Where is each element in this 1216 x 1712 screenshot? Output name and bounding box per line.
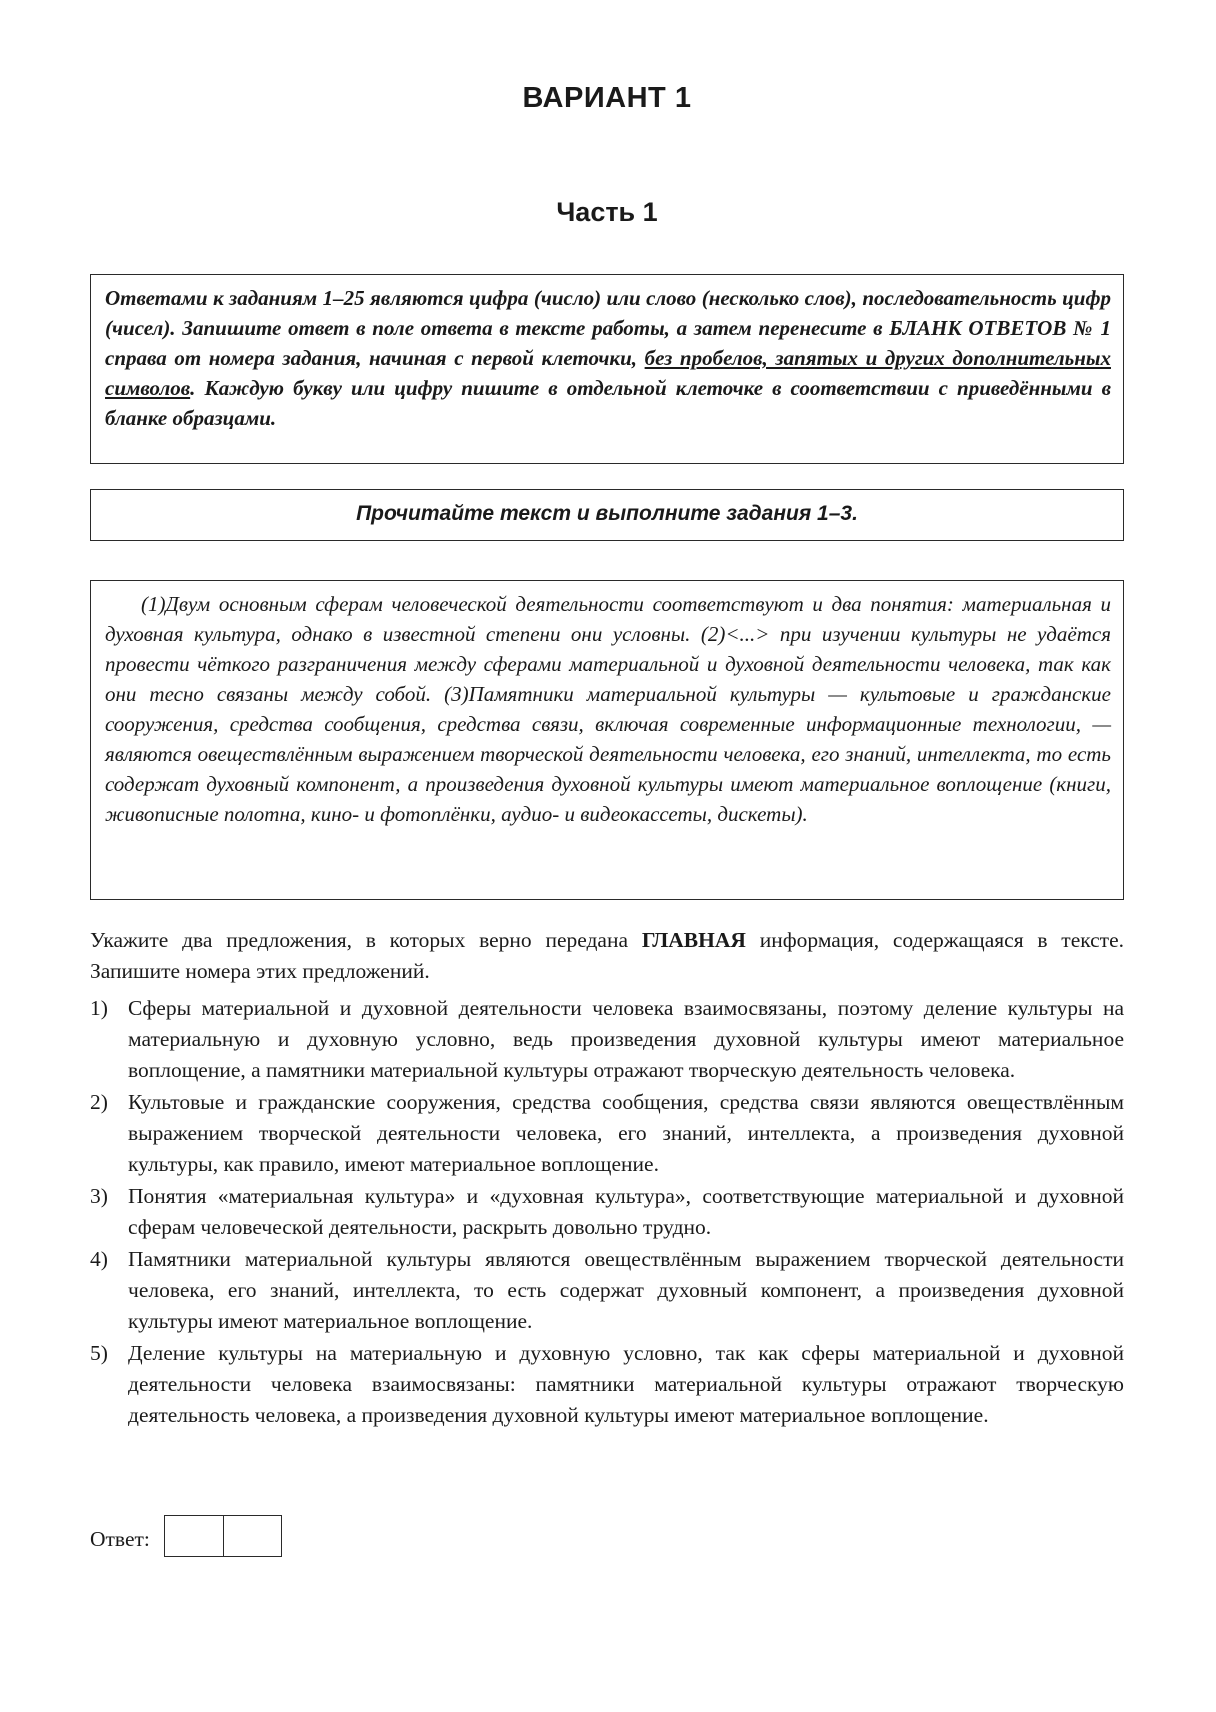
question-bold-word: ГЛАВНАЯ <box>641 928 746 952</box>
option-number: 2) <box>90 1090 108 1114</box>
answer-option <box>90 1338 1124 1431</box>
instructions-text-end: . Каждую букву или цифру пишите в отдельной клеточке в соответствии с приведёнными в бланке образцами. <box>105 376 1111 430</box>
option-number: 4) <box>90 1247 108 1271</box>
answer-label: Ответ: <box>90 1526 150 1551</box>
question-text-start: Укажите два предложения, в которых верно передана <box>90 928 642 952</box>
option-number: 1) <box>90 996 108 1020</box>
instructions-box <box>90 274 1124 464</box>
task-header: Прочитайте текст и выполните задания 1–3. <box>90 489 1124 541</box>
answer-option <box>90 1244 1124 1337</box>
answer-cells <box>164 1515 282 1557</box>
option-number: 3) <box>90 1184 108 1208</box>
part-title: Часть 1 <box>556 197 658 227</box>
option-text: Культовые и гражданские сооружения, средства сообщения, средства связи являются овеществлённым выражением творческой деятельности человека, его знаний, интеллекта, а произведения духовной культуры, как правило, имеют материальное воплощение. <box>128 1090 1124 1176</box>
answer-row <box>90 1514 282 1558</box>
option-text: Понятия «материальная культура» и «духовная культура», соответствующие материальной и духовной сферам человеческой деятельности, раскрыть довольно трудно. <box>128 1184 1124 1239</box>
instructions-text: Ответами к заданиям 1–25 являются цифра (число) или слово (несколько слов), последовательность цифр (чисел). Запишите ответ в поле ответа в тексте работы, а затем перенесите в БЛАНК ОТВЕТОВ № 1 справа от номера задания, начиная с первой клеточки, <box>105 286 1111 370</box>
answer-options-list <box>90 993 1124 1432</box>
instructions-underlined-text: без пробелов, запятых и других дополнительных символов <box>105 346 1111 400</box>
answer-cell-1[interactable] <box>165 1516 223 1556</box>
answer-option <box>90 1181 1124 1243</box>
question-text-end: информация, содержащаяся в тексте. Запишите номера этих предложений. <box>90 928 1124 983</box>
variant-title: ВАРИАНТ 1 <box>522 82 692 114</box>
question-text <box>90 925 1124 987</box>
option-text: Памятники материальной культуры являются овеществлённым выражением творческой деятельности человека, его знаний, интеллекта, то есть содержат духовный компонент, а произведения духовной культуры имеют материальное воплощение. <box>128 1247 1124 1333</box>
option-text: Деление культуры на материальную и духовную условно, так как сферы материальной и духовной деятельности человека взаимосвязаны: памятники материальной культуры отражают творческую деятельность человека, а произведения духовной культуры имеют материальное воплощение. <box>128 1341 1124 1427</box>
answer-cell-2[interactable] <box>223 1516 281 1556</box>
answer-option <box>90 993 1124 1086</box>
option-text: Сферы материальной и духовной деятельности человека взаимосвязаны, поэтому деление культуры на материальную и духовную условно, ведь произведения духовной культуры имеют материальное воплощение, а памятники материальной культуры отражают творческую деятельность человека. <box>128 996 1124 1082</box>
answer-option <box>90 1087 1124 1180</box>
source-text-box: (1)Двум основным сферам человеческой деятельности соответствуют и два понятия: материальная и духовная культура, однако в известной степени они условны. (2)<...> при изучении культуры не удаётся провести чёткого разграничения между сферами материальной и духовной деятельности человека, так как они тесно связаны между собой. (3)Памятники материальной культуры — культовые и гражданские сооружения, средства сообщения, средства связи, включая современные информационные технологии, — являются овеществлённым выражением творческой деятельности человека, его знаний, интеллекта, то есть содержат духовный компонент, а произведения духовной культуры имеют материальное воплощение (книги, живописные полотна, кино- и фотоплёнки, аудио- и видеокассеты, дискеты). <box>90 580 1124 900</box>
option-number: 5) <box>90 1341 108 1365</box>
